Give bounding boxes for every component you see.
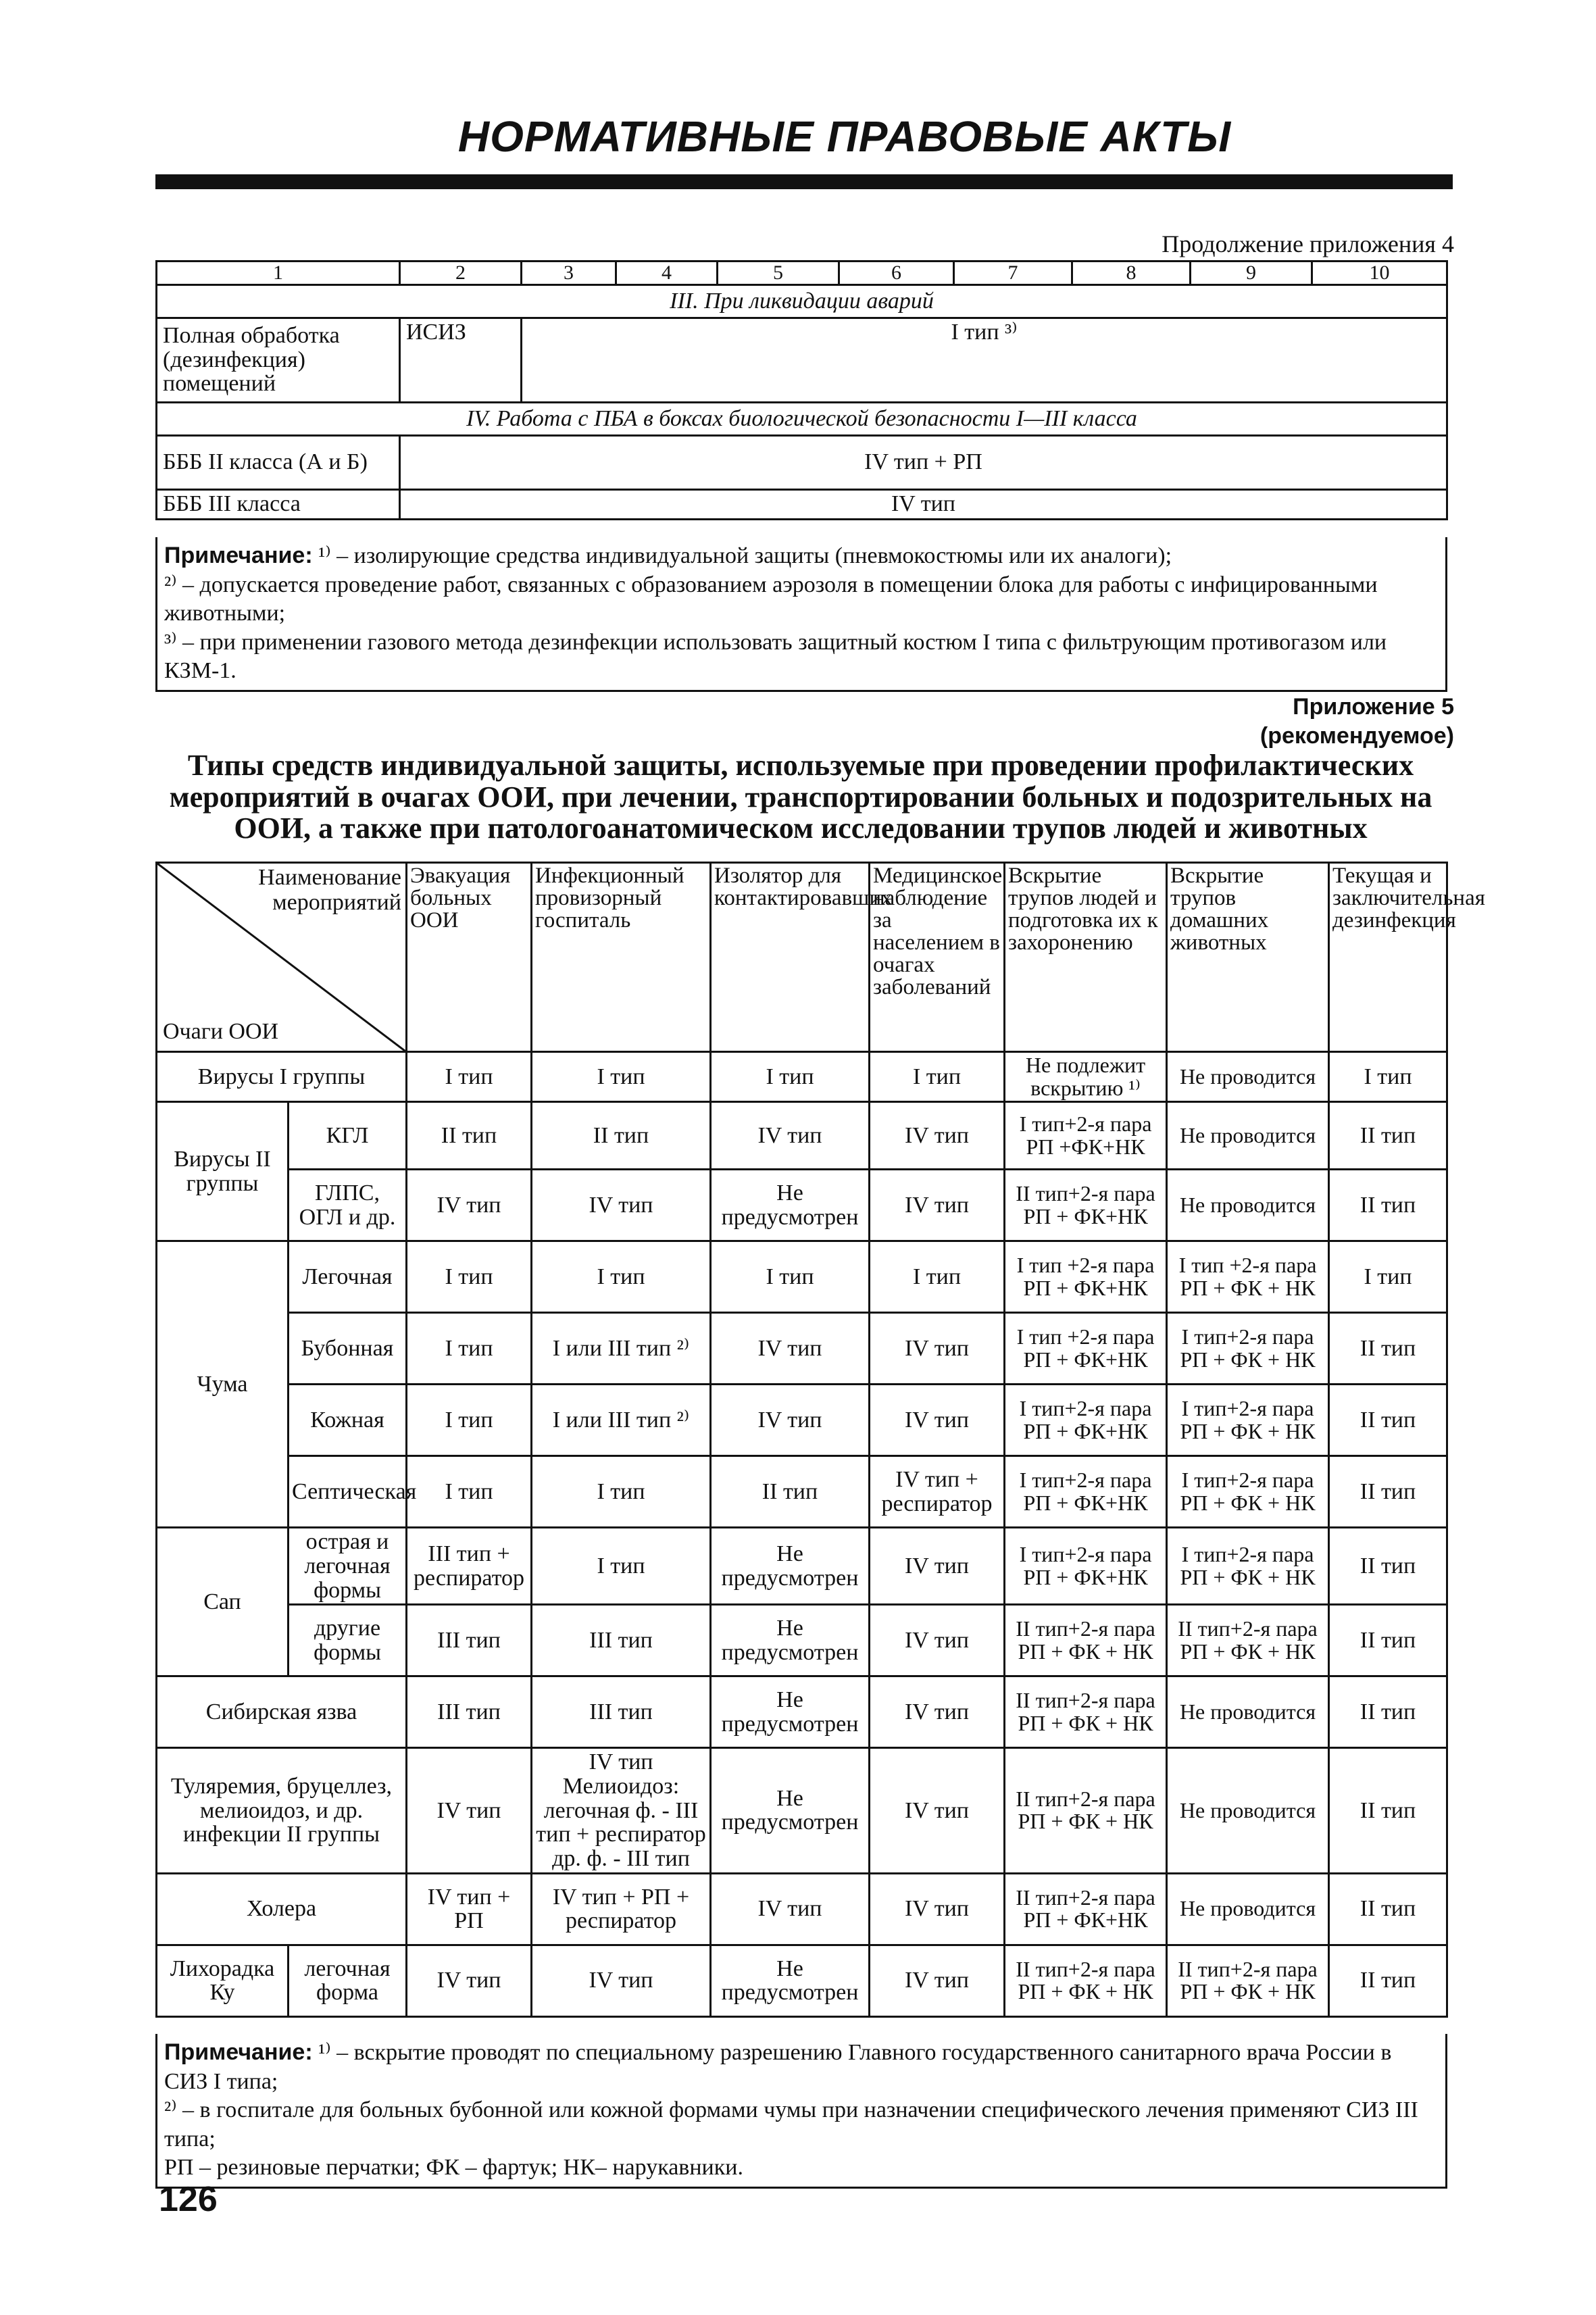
table-cell: IV тип Мелиоидоз: легочная ф. - III тип + респиратор др. ф. - III тип xyxy=(532,1748,711,1873)
focus-subtype-cell: Кожная xyxy=(289,1385,407,1456)
note-line: ²⁾ – в госпитале для больных бубонной или кожной формами чумы при назначении специфического лечения применяют СИЗ III типа; xyxy=(164,2097,1418,2151)
table-cell: II тип+2-я пара РП + ФК + НК xyxy=(1005,1945,1167,2016)
table-cell: IV тип xyxy=(870,1873,1005,1945)
table-row xyxy=(157,1052,1447,1102)
focus-subtype-cell: легочная форма xyxy=(289,1945,407,2016)
col-number: 9 xyxy=(1191,262,1312,285)
table-cell: I тип +2-я пара РП + ФК+НК xyxy=(1005,1313,1167,1385)
appendix4-note xyxy=(155,537,1447,692)
column-header: Вскрытие трупов людей и подготовка их к захоронению xyxy=(1005,863,1167,1052)
table-cell: Не предусмотрен xyxy=(711,1170,870,1241)
table-cell: Не проводится xyxy=(1167,1102,1329,1170)
table-cell: II тип+2-я пара РП + ФК+НК xyxy=(1005,1170,1167,1241)
table-row xyxy=(157,1313,1447,1385)
table-cell: Не предусмотрен xyxy=(711,1528,870,1605)
focus-subtype-cell: Легочная xyxy=(289,1241,407,1313)
table-cell: II тип xyxy=(1329,1170,1447,1241)
note-label: Примечание: xyxy=(164,2039,313,2065)
table-cell: IV тип xyxy=(870,1748,1005,1873)
table-cell: I тип+2-я пара РП + ФК + НК xyxy=(1167,1385,1329,1456)
table-cell: III тип xyxy=(532,1676,711,1748)
table-row xyxy=(157,1605,1447,1676)
note-line: ¹⁾ – изолирующие средства индивидуальной защиты (пневмокостюмы или их аналоги); xyxy=(318,543,1172,568)
table-cell: I тип xyxy=(1329,1052,1447,1102)
section-title: III. При ликвидации аварий xyxy=(157,284,1447,318)
column-header: Медицинское наблюдение за населением в очагах заболеваний xyxy=(870,863,1005,1052)
table-cell: IV тип xyxy=(532,1945,711,2016)
table-cell: IV тип xyxy=(407,1748,532,1873)
continuation-label: Продолжение приложения 4 xyxy=(1162,230,1454,257)
note-line: ¹⁾ – вскрытие проводят по специальному разрешению Главного государственного санитарного врача России в СИЗ I типа; xyxy=(164,2040,1392,2094)
note-line: ³⁾ – при применении газового метода дезинфекции использовать защитный костюм I типа с фильтрующим противогазом или КЗМ-1. xyxy=(164,629,1387,683)
col-number: 7 xyxy=(954,262,1072,285)
focus-group-cell: Чума xyxy=(157,1241,289,1528)
table-cell: IV тип xyxy=(870,1945,1005,2016)
col-number: 4 xyxy=(616,262,718,285)
table-cell: I тип+2-я пара РП + ФК+НК xyxy=(1005,1385,1167,1456)
table-cell: I тип xyxy=(407,1052,532,1102)
table-cell: I тип xyxy=(532,1528,711,1605)
focus-group-cell: Холера xyxy=(157,1873,407,1945)
table-cell: II тип xyxy=(1329,1873,1447,1945)
row-label: БББ II класса (А и Б) xyxy=(157,435,400,489)
table-cell: I тип+2-я пара РП +ФК+НК xyxy=(1005,1102,1167,1170)
appendix4-table xyxy=(155,260,1448,520)
table-cell: III тип xyxy=(532,1605,711,1676)
table-cell: IV тип xyxy=(711,1102,870,1170)
table-cell: IV тип xyxy=(407,1945,532,2016)
col-number: 3 xyxy=(522,262,616,285)
table-cell: I или III тип ²⁾ xyxy=(532,1385,711,1456)
table-cell: I тип xyxy=(407,1456,532,1528)
table-cell: Не предусмотрен xyxy=(711,1748,870,1873)
focus-subtype-cell: ГЛПС, ОГЛ и др. xyxy=(289,1170,407,1241)
table-cell: II тип xyxy=(1329,1528,1447,1605)
table-cell: Не предусмотрен xyxy=(711,1945,870,2016)
row-label: Полная обработка (дезинфекция) помещений xyxy=(157,318,400,402)
table-cell: II тип xyxy=(1329,1945,1447,2016)
table-cell: I тип xyxy=(532,1456,711,1528)
header-rule xyxy=(155,174,1453,189)
table-cell: II тип xyxy=(1329,1676,1447,1748)
table-cell: I тип+2-я пара РП + ФК+НК xyxy=(1005,1456,1167,1528)
table-cell: II тип+2-я пара РП + ФК + НК xyxy=(1005,1748,1167,1873)
table-cell: IV тип xyxy=(870,1676,1005,1748)
column-header: Текущая и заключительная дезинфекция xyxy=(1329,863,1447,1052)
col-number: 6 xyxy=(839,262,954,285)
table-cell: Не проводится xyxy=(1167,1676,1329,1748)
table-cell: I тип+2-я пара РП + ФК + НК xyxy=(1167,1313,1329,1385)
table-cell: I тип xyxy=(1329,1241,1447,1313)
table-cell: II тип xyxy=(1329,1605,1447,1676)
appendix5-note xyxy=(155,2034,1447,2189)
appendix5-title: Типы средств индивидуальной защиты, используемые при проведении профилактических мероприятий в очагах ООИ, при лечении, транспортировании больных и подозрительных на ООИ, а также при патологоанатомическом исследовании трупов людей и животных xyxy=(169,749,1432,845)
table-cell: II тип+2-я пара РП + ФК + НК xyxy=(1167,1945,1329,2016)
table-cell: Не предусмотрен xyxy=(711,1605,870,1676)
column-header: Эвакуация больных ООИ xyxy=(407,863,532,1052)
table-cell: II тип xyxy=(1329,1456,1447,1528)
table-cell: IV тип xyxy=(870,1170,1005,1241)
table-cell: II тип+2-я пара РП + ФК+НК xyxy=(1005,1873,1167,1945)
table-cell: II тип xyxy=(1329,1748,1447,1873)
table-cell: II тип xyxy=(711,1456,870,1528)
focus-group-cell: Сибирская язва xyxy=(157,1676,407,1748)
table-cell: II тип xyxy=(1329,1313,1447,1385)
focus-group-cell: Сап xyxy=(157,1528,289,1676)
table-cell: I тип xyxy=(407,1313,532,1385)
table-cell: Не проводится xyxy=(1167,1052,1329,1102)
column-header: Изолятор для контактировавших xyxy=(711,863,870,1052)
table-cell: IV тип + РП + респиратор xyxy=(532,1873,711,1945)
table-cell: III тип xyxy=(407,1605,532,1676)
table-cell: IV тип xyxy=(870,1605,1005,1676)
focus-group-cell: Лихорадка Ку xyxy=(157,1945,289,2016)
table-cell: IV тип xyxy=(407,1170,532,1241)
table-row xyxy=(157,1873,1447,1945)
page-number: 126 xyxy=(159,2180,218,2219)
row-value: IV тип xyxy=(400,489,1447,519)
corner-top-label: Наименование мероприятий xyxy=(258,865,401,916)
appendix-number: Приложение 5 xyxy=(1293,694,1454,720)
focus-subtype-cell: острая и легочная формы xyxy=(289,1528,407,1605)
appendix5-table xyxy=(155,862,1485,2018)
table-cell: I тип xyxy=(532,1241,711,1313)
focus-subtype-cell: Септическая xyxy=(289,1456,407,1528)
appendix-status: (рекомендуемое) xyxy=(1260,722,1454,749)
table-row xyxy=(157,1102,1447,1170)
table-row xyxy=(157,1528,1447,1605)
table-row xyxy=(157,1945,1447,2016)
table-cell: II тип xyxy=(407,1102,532,1170)
table-cell: Не предусмотрен xyxy=(711,1676,870,1748)
table-cell: II тип xyxy=(1329,1102,1447,1170)
page-header-title: НОРМАТИВНЫЕ ПРАВОВЫЕ АКТЫ xyxy=(457,112,1232,161)
table-cell: II тип+2-я пара РП + ФК + НК xyxy=(1005,1605,1167,1676)
col-number: 8 xyxy=(1072,262,1191,285)
table-cell: I тип+2-я пара РП + ФК+НК xyxy=(1005,1528,1167,1605)
table-cell: I тип+2-я пара РП + ФК + НК xyxy=(1167,1528,1329,1605)
note-line: РП – резиновые перчатки; ФК – фартук; НК– нарукавники. xyxy=(164,2155,743,2180)
col-number: 2 xyxy=(400,262,522,285)
table-cell: IV тип xyxy=(711,1873,870,1945)
table-cell: II тип xyxy=(1329,1385,1447,1456)
table-cell: III тип xyxy=(407,1676,532,1748)
table-cell: I тип +2-я пара РП + ФК+НК xyxy=(1005,1241,1167,1313)
appendix5-table-body xyxy=(157,1052,1447,2017)
column-header: Инфекционный провизорный госпиталь xyxy=(532,863,711,1052)
row-label: БББ III класса xyxy=(157,489,400,519)
table-cell: IV тип xyxy=(870,1313,1005,1385)
col-number: 5 xyxy=(718,262,839,285)
table-cell: I тип xyxy=(407,1385,532,1456)
column-header: Вскрытие трупов домашних животных xyxy=(1167,863,1329,1052)
row-value: IV тип + РП xyxy=(400,435,1447,489)
table-cell: Не проводится xyxy=(1167,1748,1329,1873)
focus-group-cell: Вирусы II группы xyxy=(157,1102,289,1241)
focus-subtype-cell: КГЛ xyxy=(289,1102,407,1170)
table-cell: IV тип xyxy=(711,1313,870,1385)
section-title: IV. Работа с ПБА в боксах биологической безопасности I—III класса xyxy=(157,402,1447,435)
focus-subtype-cell: другие формы xyxy=(289,1605,407,1676)
column-numbers-row xyxy=(157,262,1447,285)
note-label: Примечание: xyxy=(164,543,313,568)
focus-group-cell: Вирусы I группы xyxy=(157,1052,407,1102)
table-row xyxy=(157,1170,1447,1241)
table-cell: IV тип + респиратор xyxy=(870,1456,1005,1528)
table-cell: I тип xyxy=(870,1241,1005,1313)
table-row xyxy=(157,1456,1447,1528)
table-cell: III тип + респиратор xyxy=(407,1528,532,1605)
row-col2: ИСИЗ xyxy=(400,318,522,402)
appendix5-label xyxy=(1260,693,1454,750)
table-cell: II тип+2-я пара РП + ФК + НК xyxy=(1005,1676,1167,1748)
table-cell: I тип+2-я пара РП + ФК + НК xyxy=(1167,1456,1329,1528)
table-row xyxy=(157,1676,1447,1748)
table-row xyxy=(157,1385,1447,1456)
focus-subtype-cell: Бубонная xyxy=(289,1313,407,1385)
table-cell: I тип xyxy=(870,1052,1005,1102)
table-cell: I тип xyxy=(532,1052,711,1102)
table-cell: IV тип + РП xyxy=(407,1873,532,1945)
note-line: ²⁾ – допускается проведение работ, связанных с образованием аэрозоля в помещении блока для работы с инфицированными животными; xyxy=(164,572,1378,626)
table-cell: IV тип xyxy=(711,1385,870,1456)
table-cell: IV тип xyxy=(870,1528,1005,1605)
table-cell: I тип xyxy=(711,1241,870,1313)
table-cell: I тип xyxy=(407,1241,532,1313)
corner-header-cell xyxy=(157,863,407,1052)
table-cell: I тип xyxy=(711,1052,870,1102)
table-cell: II тип xyxy=(532,1102,711,1170)
table-cell: IV тип xyxy=(870,1102,1005,1170)
table-cell: Не проводится xyxy=(1167,1873,1329,1945)
focus-group-cell: Туляремия, бруцеллез, мелиоидоз, и др. инфекции II группы xyxy=(157,1748,407,1873)
col-number: 1 xyxy=(157,262,400,285)
table-cell: Не подлежит вскрытию ¹⁾ xyxy=(1005,1052,1167,1102)
table-cell: Не проводится xyxy=(1167,1170,1329,1241)
corner-bottom-label: Очаги ООИ xyxy=(163,1019,279,1045)
table-row xyxy=(157,1748,1447,1873)
row-value: I тип ³⁾ xyxy=(522,318,1447,402)
table-row xyxy=(157,1241,1447,1313)
col-number: 10 xyxy=(1312,262,1447,285)
table-cell: II тип+2-я пара РП + ФК + НК xyxy=(1167,1605,1329,1676)
table-cell: IV тип xyxy=(532,1170,711,1241)
table-cell: IV тип xyxy=(870,1385,1005,1456)
table-cell: I или III тип ²⁾ xyxy=(532,1313,711,1385)
table-cell: I тип +2-я пара РП + ФК + НК xyxy=(1167,1241,1329,1313)
